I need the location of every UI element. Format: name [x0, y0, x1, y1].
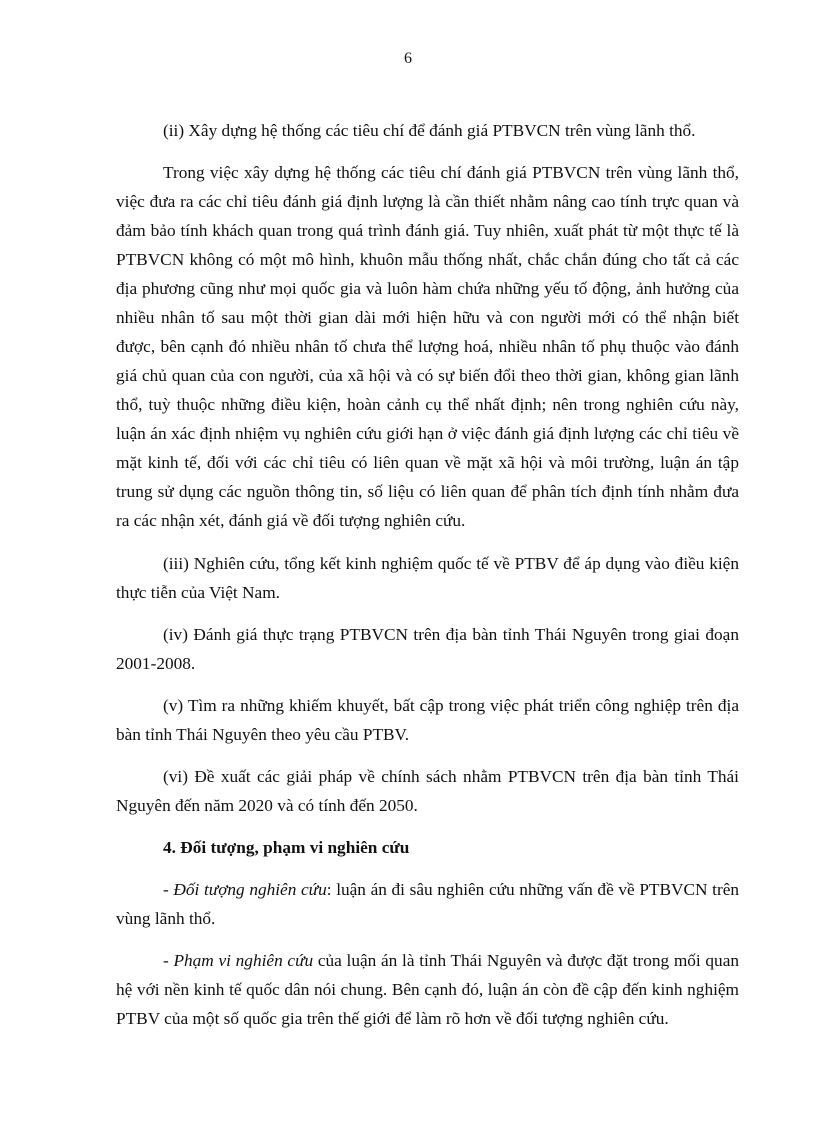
paragraph-task-ii: (ii) Xây dựng hệ thống các tiêu chí để đánh giá PTBVCN trên vùng lãnh thổ.	[163, 121, 696, 140]
research-object-term: Đối tượng nghiên cứu	[173, 880, 327, 899]
paragraph-task-iv: (iv) Đánh giá thực trạng PTBVCN trên địa bàn tỉnh Thái Nguyên trong giai đoạn 2001-2008.	[116, 625, 739, 673]
research-object-text: : luận án đi sâu nghiên cứu những vấn đề về PTBVCN trên vùng lãnh thổ.	[116, 880, 740, 928]
paragraph-research-scope	[116, 946, 739, 1033]
page-content	[116, 116, 739, 1046]
research-scope-text: của luận án là tỉnh Thái Nguyên và được đặt trong mối quan hệ với nền kinh tế quốc dân nói chung. Bên cạnh đó, luận án còn đề cập đến kinh nghiệm PTBV của một số quốc gia trên thế giới để làm rõ hơn về đối tượng nghiên cứu.	[116, 951, 739, 1028]
paragraph-task-v: (v) Tìm ra những khiếm khuyết, bất cập trong việc phát triển công nghiệp trên địa bàn tỉnh Thái Nguyên theo yêu cầu PTBV.	[116, 696, 739, 744]
paragraph-research-object	[116, 875, 739, 933]
paragraph-task-iii: (iii) Nghiên cứu, tổng kết kinh nghiệm quốc tế về PTBV để áp dụng vào điều kiện thực tiễn của Việt Nam.	[116, 554, 739, 602]
paragraph-criteria-explanation: Trong việc xây dựng hệ thống các tiêu chí đánh giá PTBVCN trên vùng lãnh thổ, việc đưa ra các chỉ tiêu đánh giá định lượng là cần thiết nhằm nâng cao tính trực quan và đảm bảo tính khách quan trong quá trình đánh giá. Tuy nhiên, xuất phát từ một thực tế là PTBVCN không có một mô hình, khuôn mẫu thống nhất, chắc chắn đúng cho tất cả các địa phương cũng như mọi quốc gia và luôn hàm chứa những yếu tố động, ảnh hưởng của nhiều nhân tố sau một thời gian dài mới hiện hữu và con người mới có thể nhận biết được, bên cạnh đó nhiều nhân tố chưa thể lượng hoá, nhiều nhân tố phụ thuộc vào đánh giá chủ quan của con người, của xã hội và có sự biến đổi theo thời gian, không gian lãnh thổ, tuỳ thuộc những điều kiện, hoàn cảnh cụ thể nhất định; nên trong nghiên cứu này, luận án xác định nhiệm vụ nghiên cứu giới hạn ở việc đánh giá định lượng các chỉ tiêu về mặt kinh tế, đối với các chỉ tiêu có liên quan về mặt xã hội và môi trường, luận án tập trung sử dụng các nguồn thông tin, số liệu có liên quan để phân tích định tính nhằm đưa ra các nhận xét, đánh giá về đối tượng nghiên cứu.	[116, 163, 739, 530]
paragraph-task-vi: (vi) Đề xuất các giải pháp về chính sách nhằm PTBVCN trên địa bàn tỉnh Thái Nguyên đến năm 2020 và có tính đến 2050.	[116, 767, 739, 815]
page-number: 6	[404, 50, 412, 67]
research-scope-term: Phạm vi nghiên cứu	[173, 951, 314, 970]
list-dash: -	[163, 880, 174, 899]
section-heading: 4. Đối tượng, phạm vi nghiên cứu	[163, 838, 410, 857]
list-dash: -	[163, 951, 174, 970]
